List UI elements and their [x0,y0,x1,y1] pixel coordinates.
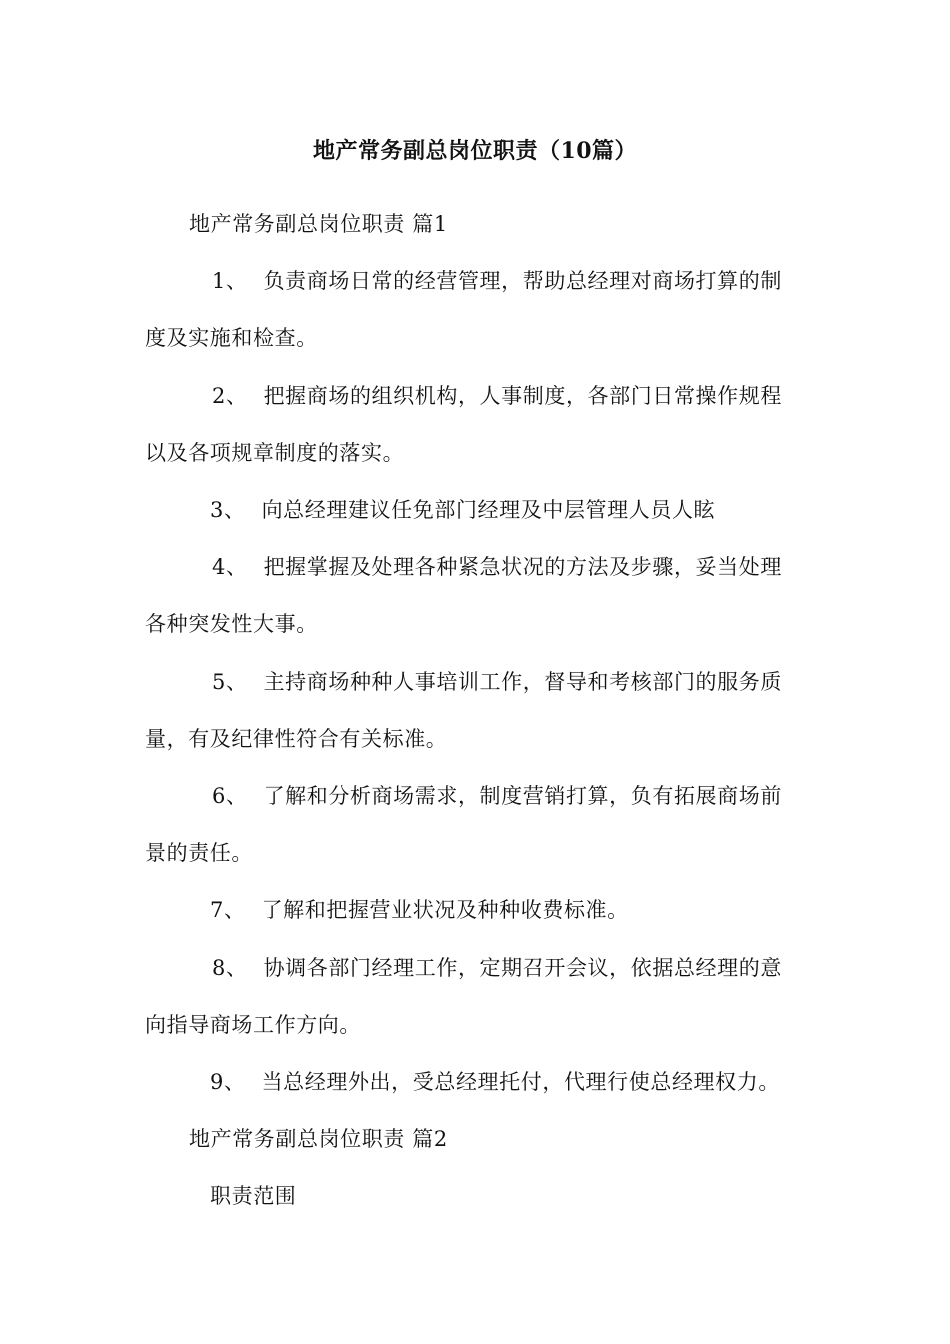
item-text: 主持商场种种人事培训工作，督导和考核部门的服务质 [263,670,782,694]
item-number: 6、 [212,784,248,808]
item-number: 4、 [212,555,248,579]
item-text: 把握掌握及处理各种紧急状况的方法及步骤，妥当处理 [263,555,782,579]
item-text: 了解和把握营业状况及种种收费标准。 [261,898,629,922]
item-continuation: 以及各项规章制度的落实。 [145,441,405,465]
item-text: 协调各部门经理工作，定期召开会议，依据总经理的意 [263,956,782,980]
item-number: 9、 [210,1070,246,1094]
list-item [212,952,782,982]
item-continuation: 量，有及纪律性符合有关标准。 [145,727,448,751]
item-text: 了解和分析商场需求，制度营销打算，负有拓展商场前 [263,784,782,808]
section-heading-1: 地产常务副总岗位职责 篇1 [189,212,448,236]
list-item [212,551,782,581]
item-continuation: 各种突发性大事。 [145,612,318,636]
item-text: 向总经理建议任免部门经理及中层管理人员人眩 [261,498,716,522]
list-item [212,380,782,410]
list-item [212,265,782,295]
document-title: 地产常务副总岗位职责（10篇） [312,138,638,164]
item-number: 3、 [210,498,246,522]
item-number: 1、 [212,269,248,293]
list-item [212,666,782,696]
list-item [210,894,629,924]
section-subheading: 职责范围 [210,1184,297,1208]
list-item [212,780,782,810]
item-text: 负责商场日常的经营管理，帮助总经理对商场打算的制 [263,269,782,293]
item-text: 把握商场的组织机构，人事制度，各部门日常操作规程 [263,384,782,408]
item-continuation: 度及实施和检查。 [145,326,318,350]
item-text: 当总经理外出，受总经理托付，代理行使总经理权力。 [261,1070,780,1094]
item-continuation: 景的责任。 [145,841,253,865]
item-continuation: 向指导商场工作方向。 [145,1013,361,1037]
list-item [210,1066,780,1096]
item-number: 8、 [212,956,248,980]
item-number: 7、 [210,898,246,922]
item-number: 5、 [212,670,248,694]
item-number: 2、 [212,384,248,408]
section-heading-2: 地产常务副总岗位职责 篇2 [189,1127,448,1151]
list-item [210,494,715,524]
